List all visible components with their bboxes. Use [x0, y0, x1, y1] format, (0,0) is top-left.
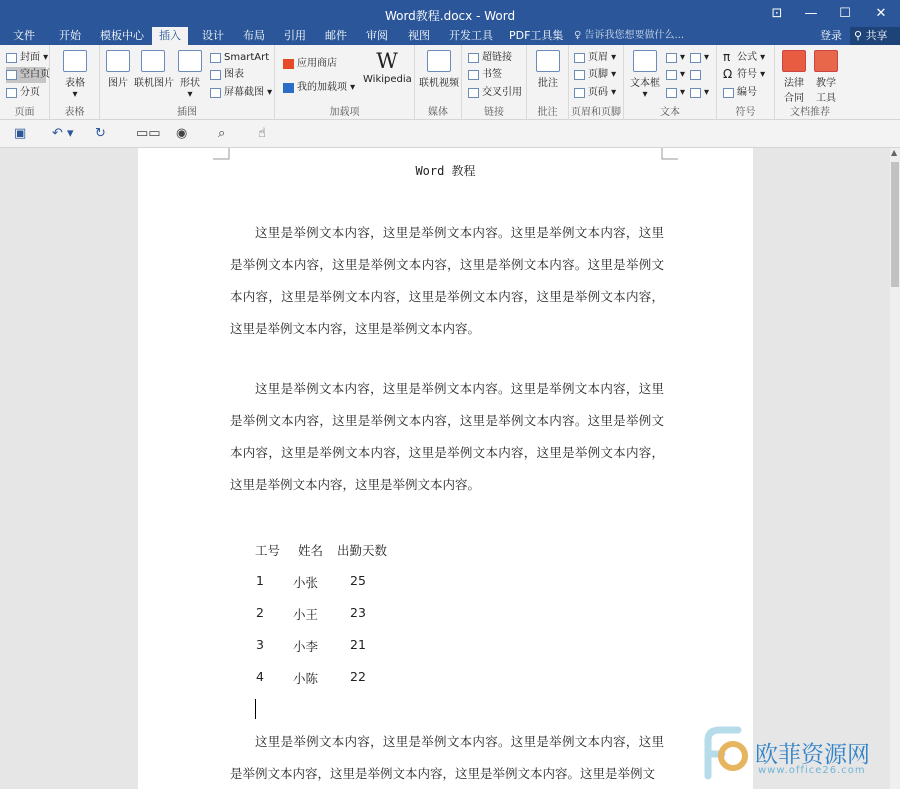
table-cell: 23 [350, 605, 366, 620]
signature-line-button[interactable]: ▾ [690, 50, 709, 66]
person-icon: ⚲ [854, 29, 866, 42]
table-header-days: 出勤天数 [337, 543, 388, 558]
table-cell: 22 [350, 669, 366, 684]
group-links [462, 45, 527, 120]
group-label-illustrations: 插图 [177, 107, 197, 118]
table-cell: 3 [256, 637, 264, 652]
wordart-icon [666, 70, 677, 80]
screenshot-icon [210, 88, 221, 98]
text-cursor [255, 699, 256, 719]
tab-insert[interactable]: 插入 [152, 27, 188, 45]
table-cell: 2 [256, 605, 264, 620]
group-text [624, 45, 717, 120]
bookmark-icon [468, 70, 479, 80]
group-label-addins: 加载项 [329, 107, 360, 118]
undo-icon[interactable]: ↶ ▾ [52, 126, 74, 141]
law-contract-icon [782, 50, 806, 72]
store-icon [283, 59, 294, 69]
table-cell: 4 [256, 669, 264, 684]
group-label-pages: 页面 [14, 107, 35, 118]
wordart-button[interactable]: ▾ [666, 67, 685, 83]
group-addins [275, 45, 415, 120]
tab-view[interactable]: 视图 [408, 29, 430, 42]
chart-icon [210, 70, 221, 80]
paragraph-2: 这里是举例文本内容，这里是举例文本内容。这里是举例文本内容，这里是举例文本内容，这里是举例文本内容，这里是举例文本内容。这里是举例文本内容，这里是举例文本内容，这里是举例文本内容，这里是举例文本内容，这里是举例文本内容，这里是举例文本内容。 [230, 381, 664, 492]
store-button[interactable]: 应用商店 [283, 56, 337, 72]
login-button[interactable]: 登录 [820, 29, 842, 42]
minimize-button[interactable]: — [804, 6, 818, 21]
lightbulb-icon: ♀ [574, 30, 585, 41]
group-illustrations [100, 45, 275, 120]
dropcap-button[interactable]: ▾ [666, 85, 685, 101]
table-cell: 小陈 [293, 671, 319, 686]
symbol-button[interactable]: Ω 符号 ▾ [723, 67, 766, 81]
group-recommend [775, 45, 900, 120]
header-icon [574, 53, 585, 63]
object-button[interactable]: ▾ [690, 85, 709, 101]
online-picture-icon [141, 50, 165, 72]
table-header-id: 工号 [255, 543, 281, 558]
page-break-button[interactable]: 分页 [6, 85, 40, 101]
tab-file[interactable]: 文件 [13, 29, 35, 42]
group-comments [527, 45, 569, 120]
group-media [415, 45, 462, 120]
quick-access-toolbar [0, 120, 900, 148]
page-break-icon [6, 88, 17, 98]
screenshot-button[interactable]: 屏幕截图 ▾ [210, 85, 272, 101]
crop-mark-left-icon [213, 148, 230, 160]
read-mode-icon[interactable]: ▭▭ [136, 126, 161, 141]
group-label-tables: 表格 [64, 107, 85, 118]
document-header: Word 教程 [415, 164, 476, 178]
chart-button[interactable]: 图表 [210, 67, 244, 83]
number-icon [723, 88, 734, 98]
table-cell: 21 [350, 637, 366, 652]
maximize-button[interactable]: ☐ [839, 6, 851, 21]
cross-reference-button[interactable]: 交叉引用 [468, 85, 522, 101]
window-title: Word教程.docx - Word [384, 9, 516, 23]
close-button[interactable]: ✕ [875, 6, 887, 21]
tab-references[interactable]: 引用 [284, 29, 306, 42]
shapes-button[interactable]: 形状 ▾ [178, 50, 202, 100]
blank-page-icon [6, 70, 17, 80]
signature-icon [690, 53, 701, 63]
pi-icon: π [723, 50, 731, 64]
page-number-icon [574, 88, 585, 98]
textbox-button[interactable]: 文本框 ▾ [628, 50, 662, 100]
ribbon-tab-bar [0, 27, 900, 45]
footer-icon [574, 70, 585, 80]
footer-button[interactable]: 页脚 ▾ [574, 67, 616, 83]
omega-icon: Ω [723, 67, 733, 81]
scroll-up-icon[interactable]: ▲ [891, 148, 898, 157]
print-preview-icon[interactable]: ⌕ [218, 126, 226, 141]
table-cell: 小张 [293, 575, 319, 590]
table-cell: 小李 [293, 639, 319, 654]
object-icon [690, 88, 701, 98]
watermark-url: www.office26.com [758, 765, 866, 776]
datetime-icon [690, 70, 701, 80]
hyperlink-button[interactable]: 超链接 [468, 50, 512, 66]
ribbon-insert [0, 45, 900, 120]
table-header-name: 姓名 [298, 543, 324, 558]
group-tables [50, 45, 100, 120]
crop-mark-right-icon [661, 148, 678, 160]
tab-home[interactable]: 开始 [59, 29, 81, 42]
watermark-site-name: 欧菲资源网 [755, 742, 870, 768]
equation-button[interactable]: π 公式 ▾ [723, 50, 766, 64]
group-label-header-footer: 页眉和页脚 [571, 107, 621, 118]
group-symbols [717, 45, 775, 120]
group-label-media: 媒体 [428, 107, 448, 118]
tab-template-center[interactable]: 模板中心 [100, 29, 144, 42]
bookmark-button[interactable]: 书签 [468, 67, 502, 83]
hyperlink-icon [468, 53, 479, 63]
textbox-icon [633, 50, 657, 72]
my-addins-button[interactable]: 我的加载项 ▾ [283, 80, 355, 96]
redo-icon[interactable]: ↻ [95, 126, 106, 141]
addins-icon [283, 83, 294, 93]
quick-parts-icon [666, 53, 677, 63]
tab-design[interactable]: 设计 [202, 29, 224, 42]
save-icon[interactable]: ▣ [14, 126, 27, 141]
online-picture-button[interactable]: 联机图片 [134, 50, 172, 89]
comment-icon [536, 50, 560, 72]
group-label-comments: 批注 [537, 107, 558, 118]
paragraph-1: 这里是举例文本内容，这里是举例文本内容。这里是举例文本内容，这里是举例文本内容，这里是举例文本内容，这里是举例文本内容。这里是举例文本内容，这里是举例文本内容，这里是举例文本内容，这里是举例文本内容，这里是举例文本内容，这里是举例文本内容。 [230, 225, 664, 336]
online-video-icon [427, 50, 451, 72]
tab-layout[interactable]: 布局 [243, 29, 265, 42]
wikipedia-icon: W [376, 49, 398, 73]
cover-page-icon [6, 53, 17, 63]
watermark-logo-icon [700, 726, 750, 780]
tab-pdf-tools[interactable]: PDF工具集 [509, 29, 564, 42]
group-pages [0, 45, 50, 120]
tab-developer[interactable]: 开发工具 [449, 29, 493, 42]
document-page[interactable] [138, 148, 753, 789]
shapes-icon [178, 50, 202, 72]
paragraph-3: 这里是举例文本内容，这里是举例文本内容。这里是举例文本内容，这里是举例文本内容，这里是举例文本内容，这里是举例文本内容。这里是举例文 [230, 734, 664, 781]
table-cell: 1 [256, 573, 264, 588]
teaching-tool-icon [814, 50, 838, 72]
datetime-button[interactable] [690, 67, 704, 83]
table-cell: 25 [350, 573, 366, 588]
blank-page-button[interactable]: 空白页 [6, 67, 46, 83]
picture-button[interactable]: 图片 [105, 50, 131, 89]
law-contract-button[interactable]: 法律合同 [781, 50, 807, 104]
quick-parts-button[interactable]: ▾ [666, 50, 685, 66]
wikipedia-button[interactable]: W Wikipedia [363, 49, 412, 85]
share-button[interactable]: ⚲ 共享 [850, 27, 900, 45]
page-number-button[interactable]: 页码 ▾ [574, 85, 616, 101]
tell-me-search[interactable]: ♀ 告诉我您想要做什么... [574, 30, 685, 41]
ribbon-display-options-icon[interactable]: ⊡ [771, 6, 783, 21]
scrollbar-thumb[interactable] [891, 162, 899, 287]
web-layout-icon[interactable]: ◉ [176, 126, 188, 141]
comment-button[interactable]: 批注 [535, 50, 561, 89]
group-label-text: 文本 [660, 107, 680, 118]
cross-reference-icon [468, 88, 479, 98]
tab-review[interactable]: 审阅 [366, 29, 388, 42]
smartart-button[interactable]: SmartArt [210, 50, 269, 66]
header-button[interactable]: 页眉 ▾ [574, 50, 616, 66]
number-button[interactable]: 编号 [723, 85, 757, 101]
touch-mode-icon[interactable]: ☝ [258, 126, 266, 141]
dropcap-icon [666, 88, 677, 98]
picture-icon [106, 50, 130, 72]
table-button[interactable]: 表格 ▾ [63, 50, 87, 100]
table-cell: 小王 [293, 607, 319, 622]
cover-page-button[interactable]: 封面 ▾ [6, 50, 48, 66]
group-label-symbols: 符号 [735, 107, 756, 118]
teaching-tool-button[interactable]: 教学工具 [813, 50, 839, 104]
group-label-links: 链接 [484, 107, 504, 118]
title-bar [0, 0, 900, 27]
table-icon [63, 50, 87, 72]
smartart-icon [210, 53, 221, 63]
tab-mailings[interactable]: 邮件 [325, 29, 347, 42]
online-video-button[interactable]: 联机视频 [419, 50, 459, 89]
group-header-footer [569, 45, 624, 120]
group-label-recommend: 文档推荐 [790, 107, 830, 118]
